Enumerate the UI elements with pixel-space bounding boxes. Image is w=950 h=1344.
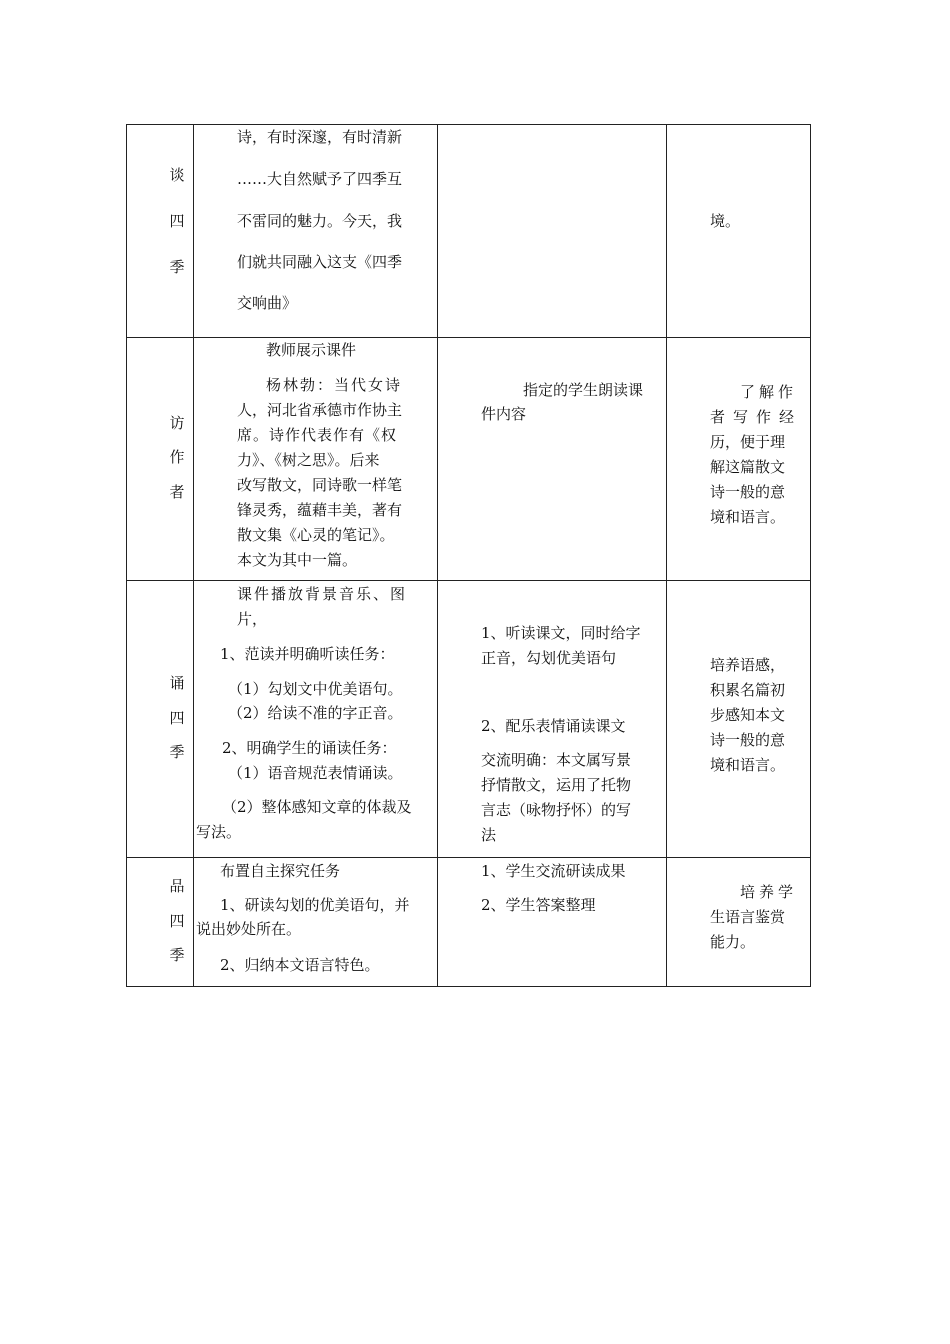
teacher-line: 诗，有时深邃，有时清新 [237,128,403,146]
stage-char: 作 [169,448,185,466]
intent-line: 境和语言。 [710,756,786,774]
intent-line: 能力。 [710,933,756,951]
column-divider [666,124,667,987]
intent-line: 培养语感， [710,656,786,674]
column-divider [193,124,194,987]
teacher-line: （2）整体感知文章的体裁及 [222,798,412,816]
intent-line: 境。 [710,212,741,230]
stage-char: 四 [169,912,185,930]
intent-line: 诗一般的意 [710,731,786,749]
teacher-line: ……大自然赋予了四季互 [237,170,403,188]
student-line: 2、学生答案整理 [481,896,596,914]
stage-char: 季 [169,258,185,276]
student-line: 1、学生交流研读成果 [481,862,626,880]
stage-char: 四 [169,212,185,230]
intent-line: 者写作经 [710,408,803,426]
intent-line: 境和语言。 [710,508,786,526]
teacher-line: 教师展示课件 [266,341,357,359]
student-line: 指定的学生朗读课 [523,381,644,399]
intent-line: 了解作 [740,383,798,401]
teacher-line: 布置自主探究任务 [220,862,341,880]
teacher-line: 1、研读勾划的优美语句，并 [220,896,410,914]
column-divider [437,124,438,987]
intent-line: 积累名篇初 [710,681,786,699]
student-line: 正音，勾划优美语句 [481,649,617,667]
teacher-line: （2）给读不准的字正音。 [228,704,403,722]
teacher-line: 片， [237,610,268,628]
teacher-line: （1）勾划文中优美语句。 [228,680,403,698]
teacher-line: 人，河北省承德市作协主 [237,401,403,419]
teacher-line: 不雷同的魅力。今天，我 [237,212,403,230]
intent-line: 诗一般的意 [710,483,786,501]
intent-line: 步感知本文 [710,706,786,724]
teacher-line: 1、范读并明确听读任务： [220,645,395,663]
teacher-line: 交响曲》 [237,294,298,312]
stage-char: 谈 [169,166,185,184]
stage-char: 者 [169,483,185,501]
intent-line: 解这篇散文 [710,458,786,476]
student-line: 抒情散文，运用了托物 [481,776,632,794]
row-divider [126,857,811,858]
table-bottom-border [126,986,811,987]
intent-line: 历，便于理 [710,433,786,451]
stage-char: 四 [169,709,185,727]
stage-char: 访 [169,414,185,432]
stage-char: 诵 [169,674,185,692]
teacher-line: 课件播放背景音乐、图 [237,585,408,603]
row-divider [126,580,811,581]
student-line: 件内容 [481,405,527,423]
column-divider [810,124,811,987]
column-divider [126,124,127,987]
intent-line: 生语言鉴赏 [710,908,786,926]
stage-char: 品 [169,877,185,895]
stage-char: 季 [169,743,185,761]
teacher-line: 写法。 [196,823,242,841]
teacher-line: 们就共同融入这支《四季 [237,253,403,271]
student-line: 法 [481,826,497,844]
teacher-line: 2、归纳本文语言特色。 [220,956,380,974]
student-line: 2、配乐表情诵读课文 [481,717,626,735]
teacher-line: 散文集《心灵的笔记》。 [237,526,395,544]
stage-char: 季 [169,946,185,964]
teacher-line: 锋灵秀，蕴藉丰美，著有 [237,501,403,519]
student-line: 言志（咏物抒怀）的写 [481,801,632,819]
student-line: 1、听读课文，同时给字 [481,624,641,642]
row-divider [126,337,811,338]
teacher-line: 力》、《树之思》。后来 [237,451,380,469]
teacher-line: 本文为其中一篇。 [237,551,358,569]
teacher-line: 2、明确学生的诵读任务： [222,739,397,757]
teacher-line: 杨林勃：当代女诗 [266,376,403,394]
teacher-line: （1）语音规范表情诵读。 [228,764,403,782]
intent-line: 培养学 [740,883,798,901]
teacher-line: 席。诗作代表作有《权 [237,426,398,444]
teacher-line: 改写散文，同诗歌一样笔 [237,476,403,494]
table-top-border [126,124,811,125]
student-line: 交流明确：本文属写景 [481,751,632,769]
teacher-line: 说出妙处所在。 [196,920,302,938]
